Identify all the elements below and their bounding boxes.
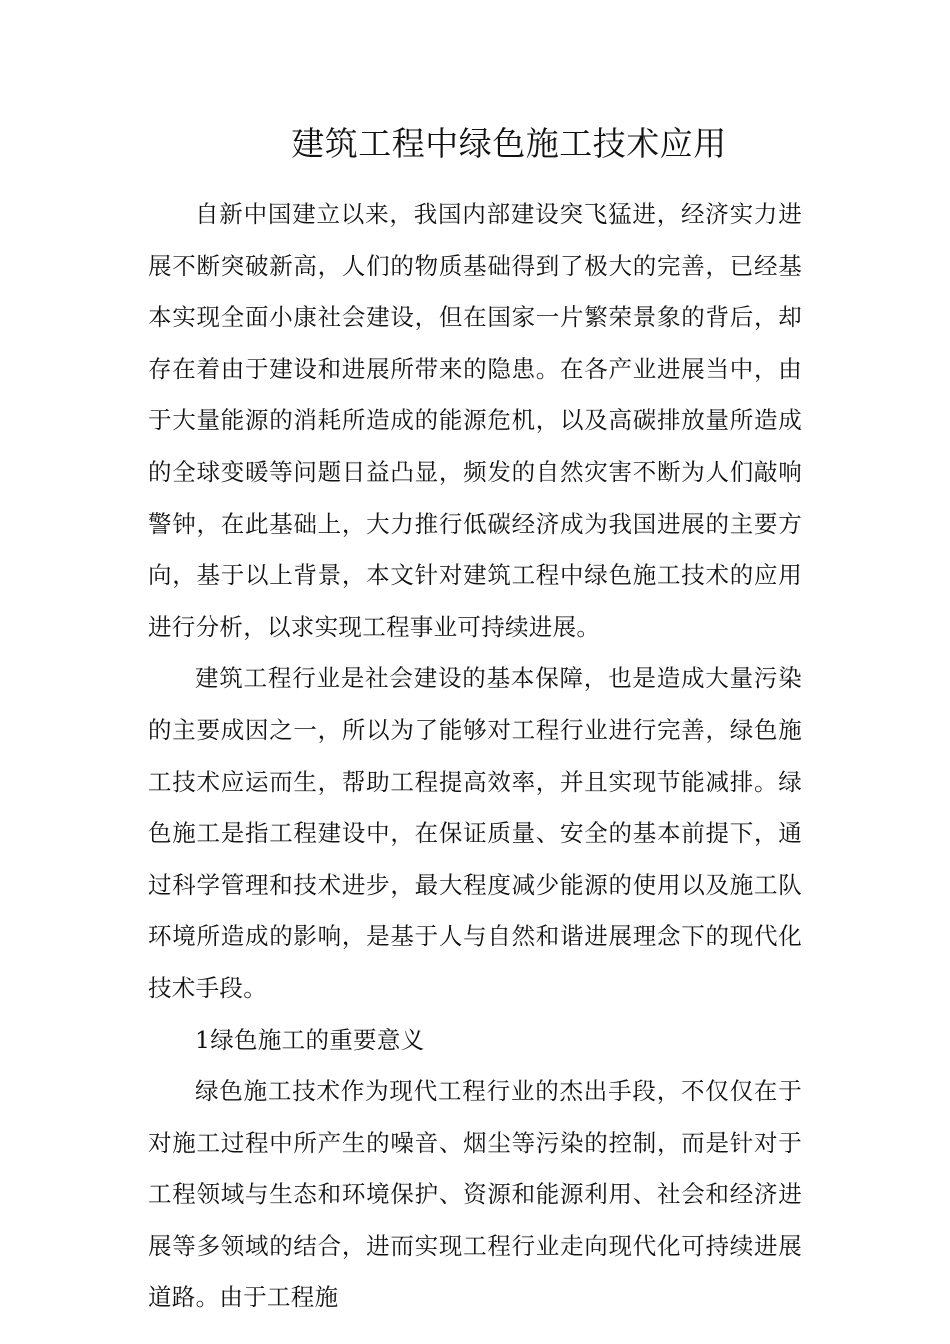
document-title: 建筑工程中绿色施工技术应用 bbox=[291, 124, 727, 163]
definition-paragraph: 建筑工程行业是社会建设的基本保障，也是造成大量污染的主要成因之一，所以为了能够对工程行业进行完善，绿色施工技术应运而生，帮助工程提高效率，并且实现节能减排。绿色施工是指工程建设中，在保证质量、安全的基本前提下，通过科学管理和技术进步，最大程度减少能源的使用以及施工队环境所造成的影响，是基于人与自然和谐进展理念下的现代化技术手段。 bbox=[148, 664, 802, 1002]
intro-paragraph: 自新中国建立以来，我国内部建设突飞猛进，经济实力进展不断突破新高，人们的物质基础得到了极大的完善，已经基本实现全面小康社会建设，但在国家一片繁荣景象的背后，却存在着由于建设和进展所带来的隐患。在各产业进展当中，由于大量能源的消耗所造成的能源危机，以及高碳排放量所造成的全球变暖等问题日益凸显，频发的自然灾害不断为人们敲响警钟，在此基础上，大力推行低碳经济成为我国进展的主要方向，基于以上背景，本文针对建筑工程中绿色施工技术的应用进行分析，以求实现工程事业可持续进展。 bbox=[148, 200, 802, 641]
section-heading: 1绿色施工的重要意义 bbox=[195, 1025, 425, 1054]
document-body bbox=[148, 189, 802, 1324]
section-paragraph: 绿色施工技术作为现代工程行业的杰出手段，不仅仅在于对施工过程中所产生的噪音、烟尘等污染的控制，而是针对于工程领域与生态和环境保护、资源和能源利用、社会和经济进展等多领域的结合，进而实现工程行业走向现代化可持续进展道路。由于工程施 bbox=[148, 1077, 802, 1312]
